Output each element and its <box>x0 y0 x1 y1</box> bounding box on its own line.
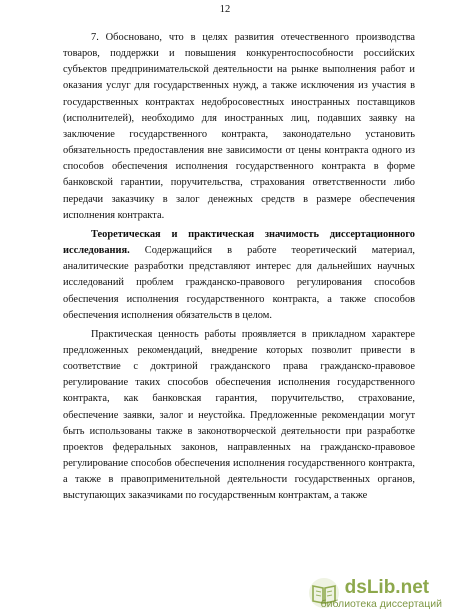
watermark-caption: библиотека диссертаций <box>320 598 442 610</box>
paragraph-3 <box>63 327 415 505</box>
paragraph-1-text: 7. Обосновано, что в целях развития отечественного производства товаров, поддержки и повышения конкурентоспособности российских субъектов предпринимательской деятельности на рынке выполнения работ и оказания услуг для государственных нужд, а также исключения из участия в государственных контрактах недобросовестных иностранных поставщиков (исполнителей), необходимо для иностранных лиц, подавших заявку на заключение государственного контракта, законодательно установить обязательность предоставления вне зависимости от цены контракта одного из способов обеспечения исполнения государственного контракта в форме банковской гарантии, поручительства, страхования ответственности либо передачи заказчику в залог денежных средств в размере обеспечения исполнения контракта. <box>63 32 415 221</box>
paragraph-2 <box>63 227 415 324</box>
page-number: 12 <box>219 4 231 15</box>
paragraph-2-text: Содержащийся в работе теоретический материал, аналитические разработки представляют интерес для дальнейших научных исследований проблем гражданско-правового регулирования способов обеспечения исполнения государственного контракта, а также способов обеспечения исполнения обязательств в целом. <box>63 245 415 321</box>
paragraph-2-lead: Теоретическая и практическая значимость диссертационного исследования. <box>63 228 415 257</box>
watermark <box>307 576 442 610</box>
paragraph-3-text: Практическая ценность работы проявляется в прикладном характере предложенных рекомендаций, внедрение которых позволит привести в соответствие с доктриной гражданского права гражданско-правовое регулирование таких способов обеспечения исполнения государственного контракта, как банковская гарантия, поручительство, страхование, обеспечение заявки, залог и неустойка. Предложенные рекомендации могут быть использованы также в законотворческой деятельности при разработке проектов федеральных законов, направленных на гражданско-правовое регулирование способов обеспечения исполнения государственного контракта, а также в правоприменительной деятельности государственных органов, выступающих заказчиками по государственным контрактам, а также <box>63 328 415 502</box>
paragraph-1 <box>63 30 415 224</box>
watermark-brand: dsLib.net <box>344 577 430 598</box>
document-body <box>63 30 415 505</box>
